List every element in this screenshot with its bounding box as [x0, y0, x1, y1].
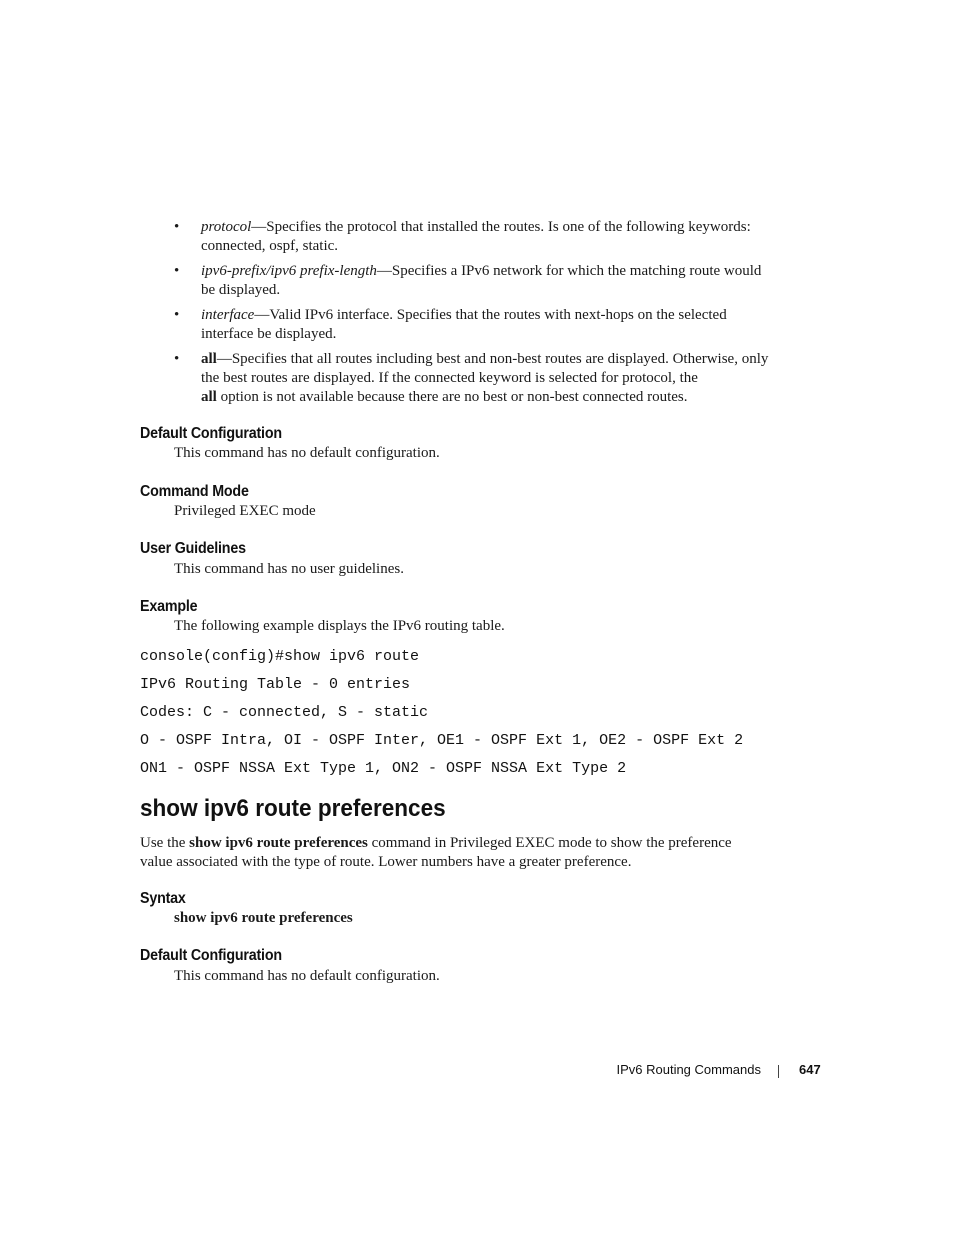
heading-command-mode: Command Mode	[140, 483, 249, 500]
default-configuration-text-2: This command has no default configuration.	[174, 968, 440, 984]
syntax-command: show ipv6 route preferences	[174, 910, 353, 926]
code-line: O - OSPF Intra, OI - OSPF Inter, OE1 - OSPF Ext 1, OE2 - OSPF Ext 2	[140, 732, 744, 749]
param-description: Specifies the protocol that installed the routes. Is one of the following keywords: connected, ospf, static.	[201, 219, 751, 254]
param-term: ipv6-prefix/ipv6 prefix-length	[201, 263, 377, 279]
intro-text: Use the	[140, 835, 190, 851]
intro-text-cont: command in Privileged EXEC mode to show the preference value associated with the type of route. Lower numbers have a greater preference.	[140, 835, 732, 870]
code-line: console(config)#show ipv6 route	[140, 648, 420, 665]
dash: —	[251, 219, 267, 235]
dash: —	[216, 351, 232, 367]
param-term: protocol	[201, 219, 252, 235]
list-item	[174, 306, 774, 344]
param-term: interface	[201, 307, 255, 323]
example-text: The following example displays the IPv6 routing table.	[174, 618, 505, 634]
heading-default-configuration: Default Configuration	[140, 425, 282, 442]
command-title: show ipv6 route preferences	[140, 795, 446, 822]
param-description: Specifies that all routes including best and non-best routes are displayed. Otherwise, only the best routes are displayed. If the connected keyword is selected for protocol, the	[201, 351, 769, 386]
bullet-glyph: •	[174, 307, 180, 323]
bullet-glyph: •	[174, 351, 180, 367]
dash: —	[254, 307, 270, 323]
command-intro	[140, 834, 760, 872]
param-description: Specifies a IPv6 network for which the matching route would be displayed.	[201, 263, 762, 298]
list-item	[174, 218, 774, 256]
intro-command: show ipv6 route preferences	[189, 835, 368, 851]
heading-default-configuration-2: Default Configuration	[140, 947, 282, 964]
param-description: Valid IPv6 interface. Specifies that the routes with next-hops on the selected interface be displayed.	[201, 307, 727, 342]
heading-syntax: Syntax	[140, 890, 186, 907]
user-guidelines-text: This command has no user guidelines.	[174, 561, 404, 577]
param-description-cont: option is not available because there are no best or non-best connected routes.	[216, 389, 688, 405]
footer-divider	[778, 1065, 779, 1078]
code-line: ON1 - OSPF NSSA Ext Type 1, ON2 - OSPF NSSA Ext Type 2	[140, 760, 627, 777]
bullet-glyph: •	[174, 219, 180, 235]
parameter-list	[174, 218, 774, 413]
page-number: 647	[799, 1062, 821, 1077]
param-term: all	[201, 351, 217, 367]
footer-section-title: IPv6 Routing Commands	[616, 1062, 761, 1077]
command-mode-text: Privileged EXEC mode	[174, 503, 316, 519]
dash: —	[376, 263, 392, 279]
param-keyword: all	[201, 389, 217, 405]
code-line: IPv6 Routing Table - 0 entries	[140, 676, 411, 693]
list-item	[174, 350, 774, 407]
list-item	[174, 262, 774, 300]
heading-example: Example	[140, 598, 198, 615]
bullet-glyph: •	[174, 263, 180, 279]
code-line: Codes: C - connected, S - static	[140, 704, 429, 721]
heading-user-guidelines: User Guidelines	[140, 540, 246, 557]
page-footer	[0, 1062, 954, 1082]
default-configuration-text: This command has no default configuration.	[174, 445, 440, 461]
